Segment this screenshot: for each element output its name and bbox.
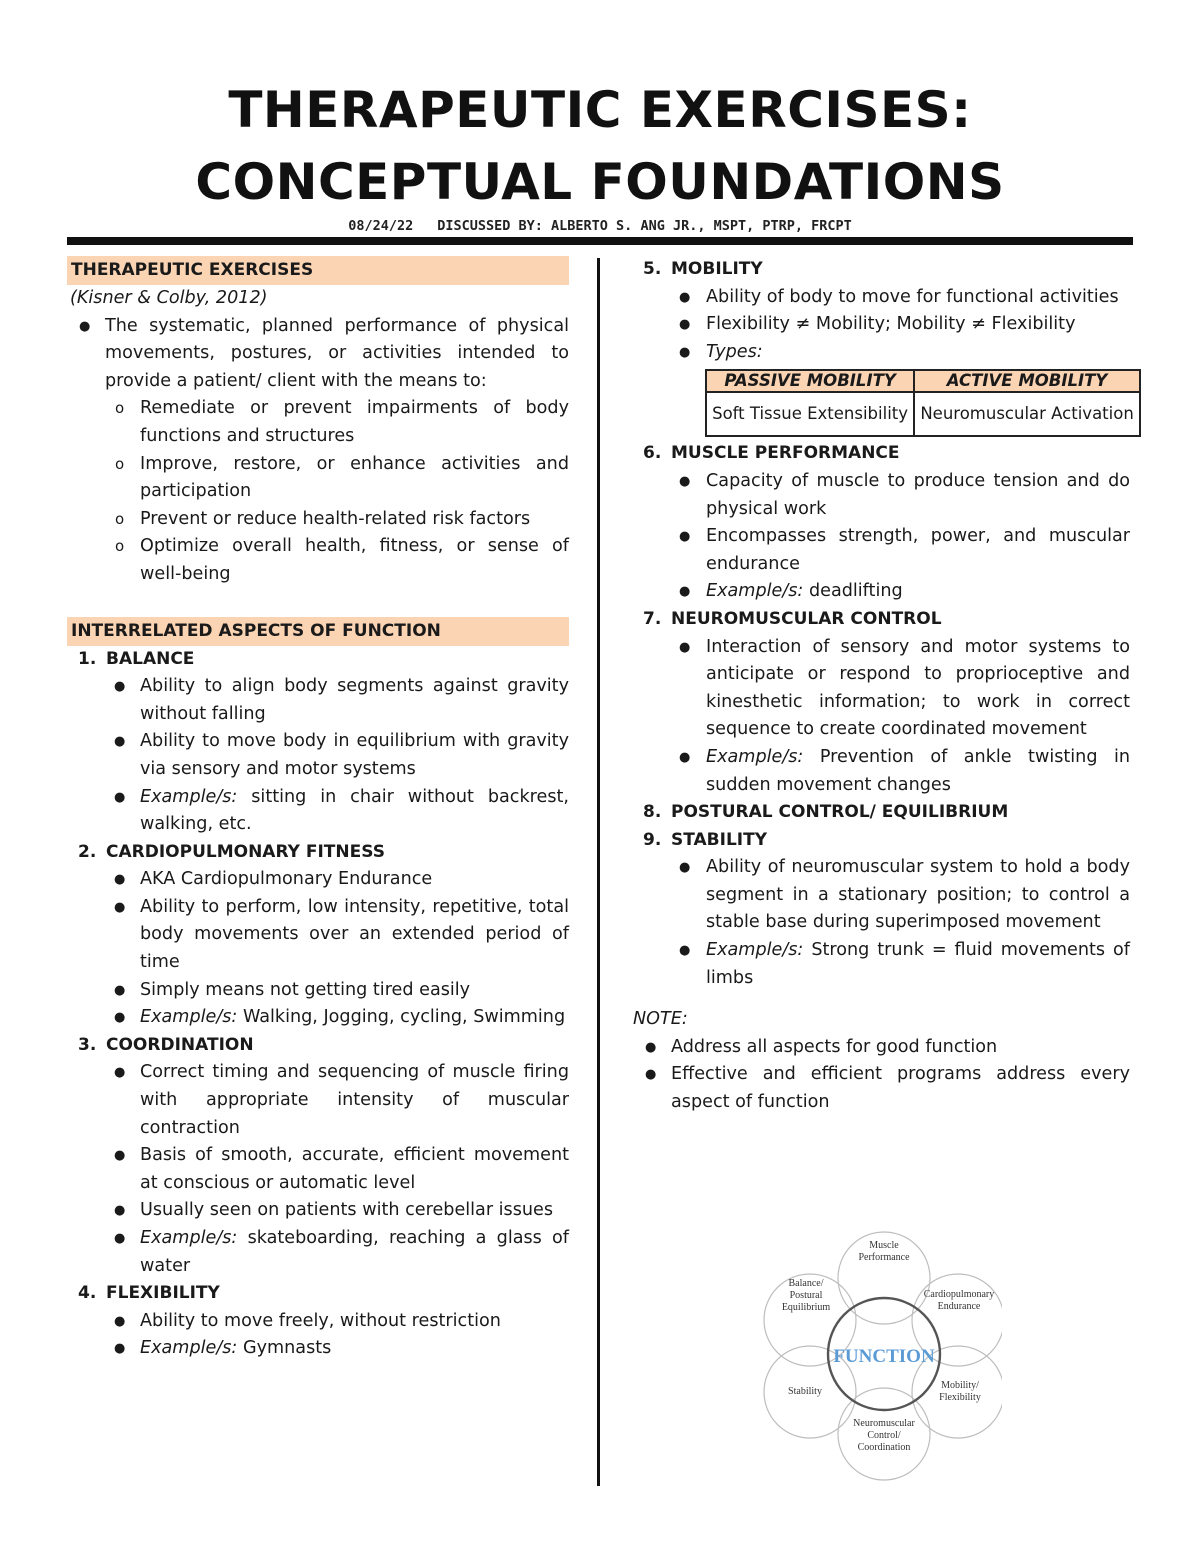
function-diagram	[762, 1222, 1002, 1484]
list-item: ● Ability to align body segments against gravity without falling	[67, 673, 569, 728]
list-item: ● Usually seen on patients with cerebellar issues	[67, 1197, 569, 1225]
list-item: ● Ability of neuromuscular system to hold a body segment in a stationary position; to control a stable base during superimposed movement	[633, 854, 1130, 937]
list-item: ● Flexibility ≠ Mobility; Mobility ≠ Flexibility	[633, 311, 1130, 339]
example-item: ● Example/s: Strong trunk = fluid movements of limbs	[633, 937, 1130, 992]
list-item: ● Types:	[633, 339, 1130, 367]
citation: (Kisner & Colby, 2012)	[70, 288, 268, 308]
note-item: ● Address all aspects for good function	[633, 1034, 1130, 1062]
list-item: ● AKA Cardiopulmonary Endurance	[67, 866, 569, 894]
example-item: ● Example/s: sitting in chair without backrest, walking, etc.	[67, 784, 569, 839]
diagram-label-muscle: Muscle Performance	[858, 1240, 910, 1263]
example-item: ● Example/s: Gymnasts	[67, 1335, 569, 1363]
table-cell: Soft Tissue Extensibility	[706, 392, 914, 436]
means-item: o Optimize overall health, fitness, or sense of well-being	[67, 533, 569, 588]
list-item: ● Ability of body to move for functional activities	[633, 284, 1130, 312]
example-item: ● Example/s: Walking, Jogging, cycling, Swimming	[67, 1004, 569, 1032]
diagram-label-cardio: Cardiopulmonary Endurance	[923, 1289, 995, 1312]
list-item: ● Simply means not getting tired easily	[67, 977, 569, 1005]
list-item: ● Encompasses strength, power, and muscular endurance	[633, 523, 1130, 578]
means-item: o Improve, restore, or enhance activities and participation	[67, 451, 569, 506]
section-heading-aspects: INTERRELATED ASPECTS OF FUNCTION	[67, 617, 569, 646]
list-item: ● Ability to move body in equilibrium with gravity via sensory and motor systems	[67, 728, 569, 783]
list-item: ● Interaction of sensory and motor systems to anticipate or respond to proprioceptive and kinesthetic information; to work in correct sequence to create coordinated movement	[633, 634, 1130, 744]
aspect-heading-muscle: 6. MUSCLE PERFORMANCE	[643, 443, 900, 464]
list-item: ● Ability to move freely, without restriction	[67, 1308, 569, 1336]
diagram-label-stability: Stability	[788, 1386, 822, 1397]
aspect-heading-postural: 8. POSTURAL CONTROL/ EQUILIBRIUM	[643, 802, 1009, 823]
means-item: o Prevent or reduce health-related risk factors	[67, 506, 569, 534]
aspect-heading-coordination: 3. COORDINATION	[78, 1034, 254, 1055]
aspect-heading-mobility: 5. MOBILITY	[643, 259, 763, 279]
aspect-heading-balance: 1. BALANCE	[78, 648, 195, 669]
diagram-label-mobility: Mobility/ Flexibility	[939, 1380, 981, 1403]
table-header: PASSIVE MOBILITY	[706, 370, 914, 392]
right-column	[633, 256, 1134, 1117]
left-column	[67, 256, 569, 1363]
diagram-label-balance: Balance/ Postural Equilibrium	[781, 1278, 831, 1313]
aspect-heading-neuromuscular: 7. NEUROMUSCULAR CONTROL	[643, 608, 942, 629]
note-item: ● Effective and efficient programs address every aspect of function	[633, 1061, 1130, 1116]
example-item: ● Example/s: Prevention of ankle twisting in sudden movement changes	[633, 744, 1130, 799]
section-heading-therapeutic: THERAPEUTIC EXERCISES	[67, 256, 569, 285]
header-rule	[67, 237, 1133, 245]
aspect-heading-flexibility: 4. FLEXIBILITY	[78, 1283, 220, 1304]
header-subline	[0, 218, 1200, 234]
list-item: ● Correct timing and sequencing of muscle firing with appropriate intensity of muscular contraction	[67, 1059, 569, 1142]
diagram-label-neuro: Neuromuscular Control/ Coordination	[853, 1418, 915, 1453]
example-item: ● Example/s: deadlifting	[633, 578, 1130, 606]
mobility-types-table	[705, 369, 1141, 437]
means-item: o Remediate or prevent impairments of body functions and structures	[67, 395, 569, 450]
aspect-heading-cardio: 2. CARDIOPULMONARY FITNESS	[78, 841, 385, 862]
column-divider	[597, 258, 600, 1486]
document-title-line-1: THERAPEUTIC EXERCISES:	[228, 81, 972, 139]
table-header: ACTIVE MOBILITY	[914, 370, 1140, 392]
note-label: NOTE:	[633, 1009, 688, 1030]
lecturer: DISCUSSED BY: ALBERTO S. ANG JR., MSPT, PTRP, FRCPT	[437, 218, 852, 234]
example-item: ● Example/s: skateboarding, reaching a glass of water	[67, 1225, 569, 1280]
list-item: ● Ability to perform, low intensity, repetitive, total body movements over an extended period of time	[67, 894, 569, 977]
document-title-line-2: CONCEPTUAL FOUNDATIONS	[195, 153, 1005, 211]
list-item: ● Capacity of muscle to produce tension and do physical work	[633, 468, 1130, 523]
lecture-date: 08/24/22	[348, 218, 414, 234]
aspect-heading-stability: 9. STABILITY	[643, 829, 768, 850]
table-cell: Neuromuscular Activation	[914, 392, 1140, 436]
definition-bullet: ● The systematic, planned performance of physical movements, postures, or activities intended to provide a patient/ client with the means to:	[67, 313, 569, 396]
diagram-center-label: FUNCTION	[833, 1346, 935, 1367]
list-item: ● Basis of smooth, accurate, efficient movement at conscious or automatic level	[67, 1142, 569, 1197]
